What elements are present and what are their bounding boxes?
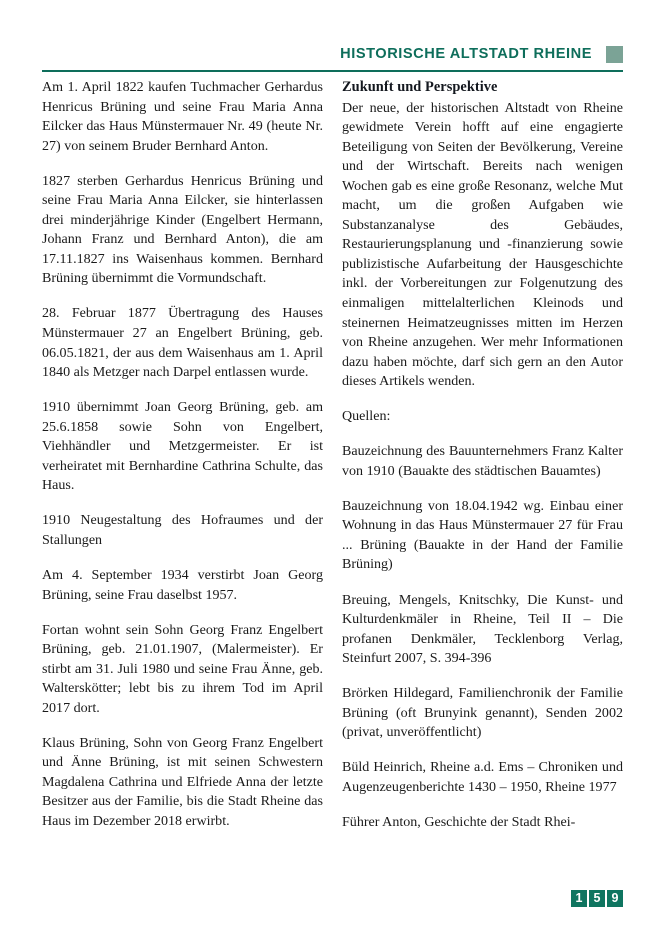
header-title: HISTORISCHE ALTSTADT RHEINE xyxy=(340,45,592,62)
paragraph: Am 1. April 1822 kaufen Tuchmacher Gerhardus Henricus Brüning und seine Frau Maria Anna Eilcker das Haus Münstermauer Nr. 49 (heute Nr. 27) von seinem Bruder Bernhard Anton. xyxy=(42,79,323,154)
page-number-digit: 5 xyxy=(589,890,605,907)
section-heading-zukunft-und-perspektive: Zukunft und Perspektive xyxy=(342,79,498,95)
paragraph: Der neue, der historischen Altstadt von Rheine gewidmete Verein hofft auf eine engagierte Beteiligung von Seiten der Bevölkerung, Vereine und der Wirtschaft. Bereits nach wenigen Wochen gab es eine große Resonanz, welche Mut macht, um die großen Aufgaben wie Substanzanalyse des Gebäudes, Restaurierungsplanung und -finanzierung sowie publizistische Aufarbeitung der Hausgeschichte inkl. der Vorbereitungen zur Folgenutzung des einmaligen mittelalterlichen Kleinods und steinernen Heimatzeugnisses mitten im Herzen von Rheine anzugehen. Wer mehr Informationen dazu haben möchte, darf sich gern an den Autor dieses Artikels wenden. xyxy=(342,99,623,390)
source-entry: Büld Heinrich, Rheine a.d. Ems – Chroniken und Augenzeugenberichte 1430 – 1950, Rheine 1977 xyxy=(342,759,623,795)
source-entry: Breuing, Mengels, Knitschky, Die Kunst- und Kulturdenkmäler in Rheine, Teil II – Die profanen Denkmäler, Tecklenborg Verlag, Steinfurt 2007, S. 394-396 xyxy=(342,591,623,667)
left-column xyxy=(42,78,323,878)
paragraph: Fortan wohnt sein Sohn Georg Franz Engelbert Brüning, geb. 21.01.1907, (Malermeister). Er stirbt am 31. Juli 1980 und seine Frau Änne, geb. Walterskötter; lebt bis zu ihrem Tod im April 2017 dort. xyxy=(42,621,323,716)
source-entry: Bauzeichnung von 18.04.1942 wg. Einbau einer Wohnung in das Haus Münstermauer 27 für Frau ... Brüning (Bauakte in der Hand der Familie Brüning) xyxy=(342,497,623,573)
article-columns xyxy=(42,78,623,878)
right-column xyxy=(342,78,623,878)
paragraph: Klaus Brüning, Sohn von Georg Franz Engelbert und Änne Brüning, ist mit seinen Schwestern Magdalena Cathrina und Elfriede Anna der letzte Besitzer aus der Familie, bis die Stadt Rheine das Haus im Dezember 2018 erwirbt. xyxy=(42,734,323,829)
paragraph: 1827 sterben Gerhardus Henricus Brüning und seine Frau Maria Anna Eilcker, sie hinterlassen drei minderjährige Kinder (Engelbert Hermann, Johann Franz und Bernhard Anton), die am 17.11.1827 ins Waisenhaus kommen. Bernhard Brüning übernimmt die Vormundschaft. xyxy=(42,172,323,287)
paragraph: 1910 Neugestaltung des Hofraumes und der Stallungen xyxy=(42,512,323,548)
sources-label: Quellen: xyxy=(342,408,391,425)
source-entry: Bauzeichnung des Bauunternehmers Franz Kalter von 1910 (Bauakte des städtischen Bauamtes) xyxy=(342,443,623,479)
page-header xyxy=(42,43,623,73)
page-number-digit: 1 xyxy=(571,890,587,907)
square-marker-icon xyxy=(606,46,623,63)
header-rule xyxy=(42,70,623,72)
source-entry: Brörken Hildegard, Familienchronik der Familie Brüning (oft Brunyink genannt), Senden 2002 (privat, unveröffentlicht) xyxy=(342,685,623,741)
page-number-digit: 9 xyxy=(607,890,623,907)
page-number-badge xyxy=(571,890,623,907)
paragraph: 1910 übernimmt Joan Georg Brüning, geb. am 25.6.1858 sowie Sohn von Engelbert, Viehhändler und Metzgermeister. Er ist verheiratet mit Bernhardine Cathrina Schulte, das Haus. xyxy=(42,399,323,494)
source-entry: Führer Anton, Geschichte der Stadt Rhei- xyxy=(342,813,576,830)
paragraph: 28. Februar 1877 Übertragung des Hauses Münstermauer 27 an Engelbert Brüning, geb. 06.05.1821, der aus dem Waisenhaus am 1. April 1840 als Metzger nach Darpel entlassen wurde. xyxy=(42,305,323,381)
paragraph: Am 4. September 1934 verstirbt Joan Georg Brüning, seine Frau daselbst 1957. xyxy=(42,566,323,603)
